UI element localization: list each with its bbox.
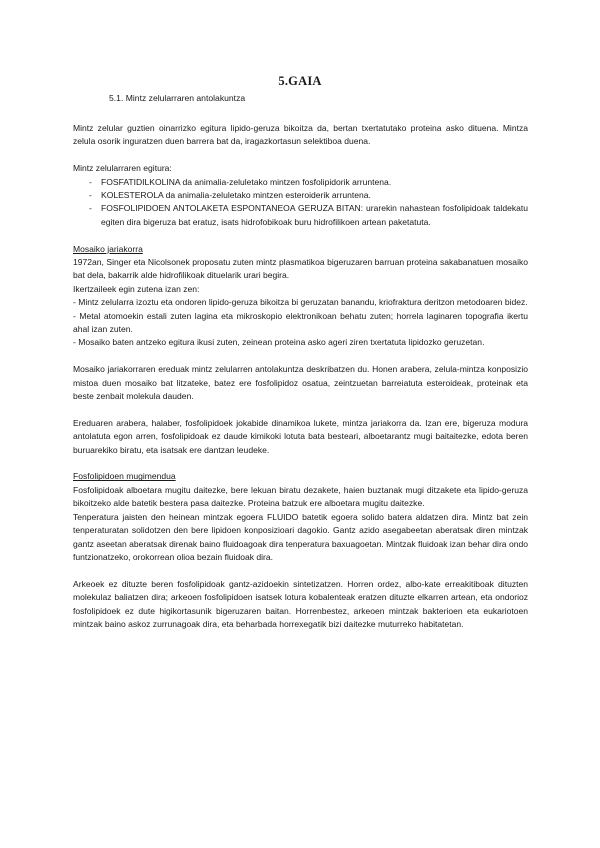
movement-paragraph: Tenperatura jaisten den heinean mintzak egoera FLUIDO batetik egoera solido batera aldatzen dira. Mintz bat zein tenperaturatan solidotzen den bere lipidoen konposizioari dagokio. Gantz azido asegabeetan aberatsak diren mintzak gantz aseetan aberatsak direnak baino fluidoagoak dira tenperatura baxuagoetan. Mintzak fluidoak izan behar dira ondo funtzionatzeko, orokorrean olioa bezain fluidoak dira.	[73, 511, 528, 562]
mosaic-paragraph: Ereduaren arabera, halaber, fosfolipidoek jokabide dinamikoa lukete, mintza jariakorra da. Izan ere, bigeruza modura antolatuta egon arren, fosfolipidoak ez daude kimikoki lotuta bata besteari, alboetarantz mugi baitaitezke, edota beren buruarekiko biratu, eta isatsak ere dantzan leudeke.	[73, 417, 528, 455]
list-item: - FOSFATIDILKOLINA da animalia-zeluletako mintzen fosfolipidorik arruntena.	[73, 176, 528, 189]
structure-list	[73, 176, 528, 230]
mosaic-line: - Metal atomoekin estali zuten lagina eta mikroskopio elektronikoan behatu zuten; horrela laginaren topografia ikertu ahal izan zuten.	[73, 310, 528, 335]
list-item: - FOSFOLIPIDOEN ANTOLAKETA ESPONTANEOA GERUZA BITAN: urarekin nahastean fosfolipidoak taldekatu egiten dira bigeruza bat eratuz, isats hidrofobikoak buru hidrofilikoen artean paketatuta.	[73, 202, 528, 229]
mosaic-line: 1972an, Singer eta Nicolsonek proposatu zuten mintz plasmatikoa bigeruzaren barruan proteina sakabanatuen mosaiko bat dela, bakarrik alde hidrofilikoak dituelarik urari begira.	[73, 257, 528, 281]
archaea-paragraph: Arkeoek ez dituzte beren fosfolipidoak gantz-azidoekin sintetizatzen. Horren ordez, albo-kate erreakitiboak dituzten molekulaz baliatzen dira; arkeoen fosfolipidoen isatsek lotura kobalenteak eratzen dituzte elkarren artean, eta ondorioz fosfolipidoek ez dute higikortasunik bigeruzaren baitan. Horrenbestez, arkeoen mintzak bakterioen eta eukariotoen mintzak baino askoz zurrunagoak dira, eta beharbada horrexegatik bizi daitezke muturreko habitatetan.	[73, 578, 528, 629]
chapter-title: 5.GAIA	[278, 74, 322, 88]
document-body	[73, 122, 528, 631]
structure-heading: Mintz zelularraren egitura:	[73, 163, 172, 174]
mosaic-line: - Mosaiko baten antzeko egitura ikusi zuten, zeinean proteina asko ageri ziren txertatuta lipidozko geruzetan.	[73, 337, 485, 348]
mosaic-line: - Mintz zelularra izoztu eta ondoren lipido-geruza bikoitza bi geruzatan banandu, kriofraktura deritzon metodoaren bidez.	[73, 297, 528, 308]
mosaic-heading: Mosaiko jariakorra	[73, 243, 143, 254]
intro-paragraph: Mintz zelular guztien oinarrizko egitura lipido-geruza bikoitza da, bertan txertatutako proteina asko dituena. Mintza zelula osorik inguratzen duen barrera bat da, iragazkortasun selektiboa duena.	[73, 123, 528, 147]
mosaic-line: Ikertzaileek egin zutena izan zen:	[73, 283, 200, 294]
list-item: - KOLESTEROLA da animalia-zeluletako mintzen esteroiderik arruntena.	[73, 189, 528, 202]
movement-paragraph: Fosfolipidoak alboetara mugitu daitezke, bere lekuan biratu dezakete, haien buztanak mugi ditzakete eta lipido-geruza bikoitzeko alde batetik bestera pasa daitezke. Proteina batzuk ere alboetara mugitu daitezke.	[73, 484, 528, 509]
mosaic-paragraph: Mosaiko jariakorraren ereduak mintz zelularren antolakuntza deskribatzen du. Honen arabera, zelula-mintza konposizio mistoa duen mosaiko bat litzateke, batez ere fosfolipidoz osatua, zeintzuetan barreiatuta esteroideak, proteinak eta beste zenbait molekula dauden.	[73, 364, 528, 402]
section-subtitle: 5.1. Mintz zelularraren antolakuntza	[109, 93, 246, 103]
movement-heading: Fosfolipidoen mugimendua	[73, 471, 176, 482]
